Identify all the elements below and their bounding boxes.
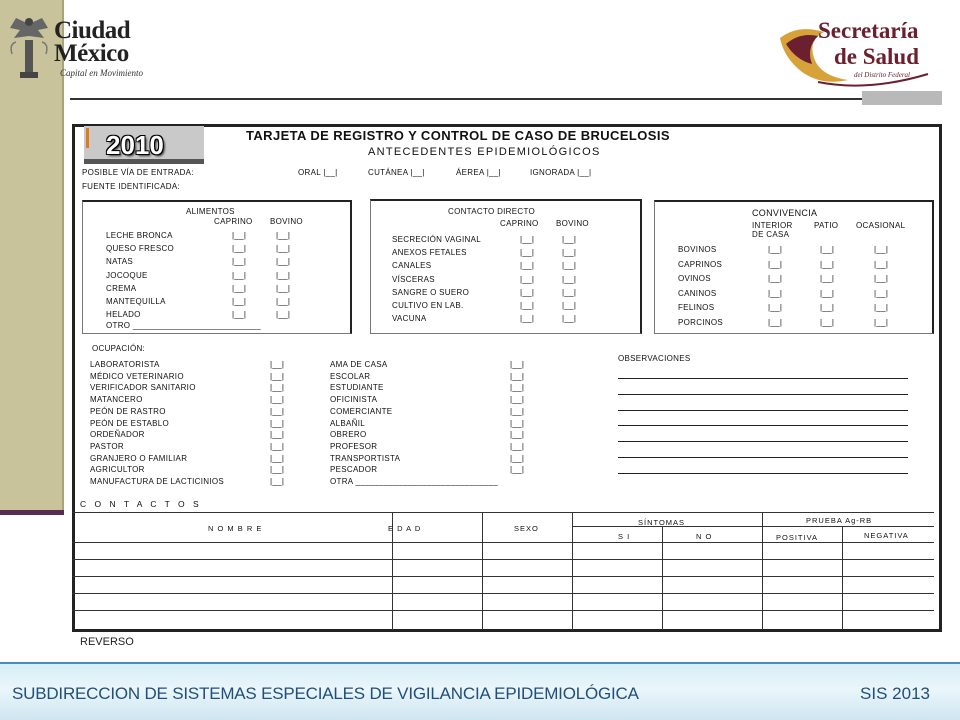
alimentos-row-label: HELADO: [106, 310, 141, 320]
alimentos-row-label: LECHE BRONCA: [106, 231, 173, 240]
reverso-label: REVERSO: [80, 636, 134, 648]
convivencia-col-ocasional: OCASIONAL: [856, 221, 906, 230]
col-si: S I: [618, 532, 631, 541]
ocupacion-right-label: OTRA ______________________________: [330, 477, 498, 486]
alimentos-checkbox-bovino[interactable]: |__|: [276, 310, 291, 320]
convivencia-checkbox-ocasional[interactable]: |__|: [874, 303, 889, 313]
alimentos-other: OTRO ___________________________: [106, 321, 262, 330]
ocupacion-right-label: OBRERO: [330, 430, 367, 440]
convivencia-checkbox-interior[interactable]: |__|: [768, 259, 783, 269]
alimentos-row-label: NATAS: [106, 257, 133, 267]
ocupacion-left-label: GRANJERO O FAMILIAR: [90, 453, 188, 463]
ocupacion-left-label: LABORATORISTA: [90, 360, 160, 369]
convivencia-checkbox-ocasional[interactable]: |__|: [874, 288, 889, 298]
ocupacion-left-label: ORDEÑADOR: [90, 430, 145, 440]
contacto-checkbox-caprino[interactable]: |__|: [520, 274, 535, 284]
convivencia-checkbox-ocasional[interactable]: |__|: [874, 259, 889, 269]
form-title: TARJETA DE REGISTRO Y CONTROL DE CASO DE BRUCELOSIS: [246, 128, 670, 143]
ocupacion-right-label: COMERCIANTE: [330, 406, 393, 416]
contactos-title: C O N T A C T O S: [80, 499, 202, 509]
ocupacion-left-label: PEÓN DE ESTABLO: [90, 418, 170, 428]
logo-cdmx-line1: Ciudad: [54, 17, 131, 44]
alimentos-row-label: QUESO FRESCO: [106, 244, 175, 254]
entry-option-aerea[interactable]: ÁEREA |__|: [456, 168, 501, 177]
grid-line: [762, 512, 763, 630]
contactos-table: [72, 512, 934, 630]
contacto-col-caprino: CAPRINO: [500, 219, 539, 228]
contacto-checkbox-caprino[interactable]: |__|: [520, 261, 535, 271]
ocupacion-left-label: PASTOR: [90, 441, 124, 451]
ocupacion-right-label: OFICINISTA: [330, 395, 378, 405]
ocupacion-right-checkbox[interactable]: |__|: [510, 360, 525, 369]
ocupacion-right-checkbox[interactable]: |__|: [510, 406, 525, 416]
footer-bar: [0, 662, 960, 720]
entry-option-oral[interactable]: ORAL |__|: [298, 168, 338, 177]
ocupacion-left-checkbox[interactable]: |__|: [270, 395, 285, 405]
convivencia-checkbox-patio[interactable]: |__|: [820, 303, 835, 313]
convivencia-row-label: BOVINOS: [678, 245, 717, 254]
contacto-checkbox-bovino[interactable]: |__|: [562, 261, 577, 271]
convivencia-checkbox-ocasional[interactable]: |__|: [874, 274, 889, 284]
logo-cdmx-line2: México: [54, 40, 129, 67]
year-badge: [84, 126, 204, 164]
contacto-row-label: VACUNA: [392, 314, 427, 324]
col-nombre: N O M B R E: [208, 524, 263, 533]
alimentos-checkbox-caprino[interactable]: |__|: [232, 231, 247, 240]
ocupacion-right-checkbox[interactable]: |__|: [510, 465, 525, 475]
ocupacion-left-checkbox[interactable]: |__|: [270, 430, 285, 440]
col-prueba: PRUEBA Ag-RB: [806, 516, 873, 525]
ocupacion-right-checkbox[interactable]: |__|: [510, 395, 525, 405]
alimentos-col-caprino: CAPRINO: [214, 217, 253, 226]
contacto-checkbox-bovino[interactable]: |__|: [562, 274, 577, 284]
grid-line: [72, 512, 934, 513]
ocupacion-left-checkbox[interactable]: |__|: [270, 441, 285, 451]
ocupacion-title: OCUPACIÓN:: [92, 344, 146, 353]
alimentos-checkbox-bovino[interactable]: |__|: [276, 270, 291, 280]
contacto-row-label: CANALES: [392, 261, 432, 271]
alimentos-row-label: JOCOQUE: [106, 270, 148, 280]
contacto-row-label: CULTIVO EN LAB.: [392, 301, 464, 310]
logo-salud-line2: de Salud: [834, 44, 920, 69]
convivencia-checkbox-interior[interactable]: |__|: [768, 288, 783, 298]
observaciones-line[interactable]: [618, 378, 908, 379]
convivencia-row-label: PORCINOS: [678, 318, 724, 327]
contacto-row-label: SANGRE O SUERO: [392, 287, 470, 297]
contacto-row-label: ANEXOS FETALES: [392, 248, 467, 258]
ocupacion-right-checkbox[interactable]: |__|: [510, 383, 525, 393]
source-label: FUENTE IDENTIFICADA:: [82, 182, 181, 191]
footer-text: SUBDIRECCION DE SISTEMAS ESPECIALES DE VIGILANCIA EPIDEMIOLÓGICA: [12, 684, 639, 703]
convivencia-checkbox-ocasional[interactable]: |__|: [874, 245, 889, 254]
contacto-checkbox-bovino[interactable]: |__|: [562, 235, 577, 244]
contacto-checkbox-caprino[interactable]: |__|: [520, 301, 535, 310]
ocupacion-left-checkbox[interactable]: |__|: [270, 418, 285, 428]
convivencia-title: CONVIVENCIA: [752, 208, 818, 218]
col-sexo: SEXO: [514, 524, 539, 533]
convivencia-checkbox-ocasional[interactable]: |__|: [874, 318, 889, 327]
contacto-checkbox-bovino[interactable]: |__|: [562, 301, 577, 310]
alimentos-checkbox-caprino[interactable]: |__|: [232, 244, 247, 254]
ocupacion-left-checkbox[interactable]: |__|: [270, 465, 285, 475]
ocupacion-left-checkbox[interactable]: |__|: [270, 383, 285, 393]
grid-line: [72, 542, 934, 543]
entry-option-cutanea[interactable]: CUTÁNEA |__|: [368, 168, 425, 177]
convivencia-checkbox-patio[interactable]: |__|: [820, 245, 835, 254]
grid-line: [572, 526, 934, 527]
observaciones-line[interactable]: [618, 441, 908, 442]
ocupacion-right-label: AMA DE CASA: [330, 360, 388, 369]
observaciones-title: OBSERVACIONES: [618, 354, 691, 363]
grid-line: [72, 576, 934, 577]
alimentos-checkbox-caprino[interactable]: |__|: [232, 283, 247, 293]
alimentos-checkbox-bovino[interactable]: |__|: [276, 257, 291, 267]
header-rule: [70, 98, 940, 100]
ocupacion-left-label: MATANCERO: [90, 395, 143, 405]
footer-code: SIS 2013: [860, 684, 930, 703]
ocupacion-left-checkbox[interactable]: |__|: [270, 406, 285, 416]
alimentos-checkbox-caprino[interactable]: |__|: [232, 270, 247, 280]
logo-cdmx-tagline: Capital en Movimiento: [60, 68, 143, 78]
convivencia-checkbox-interior[interactable]: |__|: [768, 274, 783, 284]
ocupacion-right-label: ESCOLAR: [330, 371, 371, 381]
convivencia-row-label: CAPRINOS: [678, 259, 723, 269]
convivencia-row-label: OVINOS: [678, 274, 711, 284]
ocupacion-left-checkbox[interactable]: |__|: [270, 371, 285, 381]
alimentos-checkbox-bovino[interactable]: |__|: [276, 231, 291, 240]
alimentos-row-label: CREMA: [106, 283, 137, 293]
contacto-checkbox-caprino[interactable]: |__|: [520, 248, 535, 258]
ocupacion-right-label: TRANSPORTISTA: [330, 453, 401, 463]
contacto-checkbox-caprino[interactable]: |__|: [520, 314, 535, 324]
contacto-checkbox-caprino[interactable]: |__|: [520, 235, 535, 244]
alimentos-checkbox-bovino[interactable]: |__|: [276, 297, 291, 306]
convivencia-row-label: CANINOS: [678, 288, 717, 298]
contacto-checkbox-caprino[interactable]: |__|: [520, 287, 535, 297]
ciudad-de-mexico-logo: [2, 10, 162, 85]
convivencia-checkbox-interior[interactable]: |__|: [768, 303, 783, 313]
observaciones-line[interactable]: [618, 394, 908, 395]
convivencia-checkbox-patio[interactable]: |__|: [820, 274, 835, 284]
ocupacion-right-label: ESTUDIANTE: [330, 383, 384, 393]
alimentos-checkbox-caprino[interactable]: |__|: [232, 257, 247, 267]
alimentos-title: ALIMENTOS: [186, 207, 235, 216]
convivencia-checkbox-patio[interactable]: |__|: [820, 288, 835, 298]
ocupacion-right-label: PROFESOR: [330, 441, 378, 451]
left-sidebar-cap: [0, 510, 64, 515]
grid-line: [662, 526, 663, 630]
convivencia-col-interior: INTERIOR DE CASA: [752, 221, 793, 239]
angel-emblem-icon: [6, 14, 52, 80]
ocupacion-right-checkbox[interactable]: |__|: [510, 371, 525, 381]
contacto-col-bovino: BOVINO: [556, 219, 589, 228]
ocupacion-right-checkbox[interactable]: |__|: [510, 430, 525, 440]
grid-line: [72, 593, 934, 594]
ocupacion-right-checkbox[interactable]: |__|: [510, 453, 525, 463]
grid-line: [72, 610, 934, 611]
observaciones-line[interactable]: [618, 473, 908, 474]
ocupacion-right-label: PESCADOR: [330, 465, 378, 475]
grid-line: [482, 512, 483, 630]
contacto-row-label: VÍSCERAS: [392, 274, 435, 284]
observaciones-line[interactable]: [618, 425, 908, 426]
observaciones-line[interactable]: [618, 410, 908, 411]
convivencia-row-label: FELINOS: [678, 303, 715, 313]
year-accent: [86, 128, 89, 148]
contacto-checkbox-bovino[interactable]: |__|: [562, 287, 577, 297]
observaciones-line[interactable]: [618, 457, 908, 458]
entry-label: POSIBLE VÍA DE ENTRADA:: [82, 168, 194, 177]
header-gray-block: [862, 91, 942, 105]
convivencia-col-patio: PATIO: [814, 221, 839, 230]
grid-line: [842, 526, 843, 630]
alimentos-checkbox-caprino[interactable]: |__|: [232, 297, 247, 306]
ocupacion-left-checkbox[interactable]: |__|: [270, 360, 285, 369]
contacto-title: CONTACTO DIRECTO: [448, 207, 536, 216]
ocupacion-left-checkbox[interactable]: |__|: [270, 453, 285, 463]
ocupacion-right-checkbox[interactable]: |__|: [510, 418, 525, 428]
ocupacion-left-label: VERIFICADOR SANITARIO: [90, 383, 196, 393]
secretaria-de-salud-logo: [778, 14, 948, 94]
year-label: 2010: [106, 130, 164, 160]
contacto-row-label: SECRECIÓN VAGINAL: [392, 235, 481, 244]
alimentos-checkbox-bovino[interactable]: |__|: [276, 283, 291, 293]
logo-salud-line1: Secretaría: [818, 18, 919, 43]
col-positiva: POSITIVA: [776, 533, 819, 542]
col-negativa: NEGATIVA: [864, 531, 909, 540]
col-edad: E D A D: [388, 524, 422, 533]
logo-salud-tagline: del Distrito Federal: [854, 71, 910, 79]
ocupacion-right-checkbox[interactable]: |__|: [510, 441, 525, 451]
grid-line: [72, 559, 934, 560]
alimentos-checkbox-bovino[interactable]: |__|: [276, 244, 291, 254]
ocupacion-left-label: MANUFACTURA DE LACTICINIOS: [90, 477, 225, 486]
grid-line: [572, 512, 573, 630]
entry-option-ignorada[interactable]: IGNORADA |__|: [530, 168, 592, 177]
contacto-checkbox-bovino[interactable]: |__|: [562, 248, 577, 258]
alimentos-col-bovino: BOVINO: [270, 217, 303, 226]
col-no: N O: [696, 532, 713, 541]
alimentos-row-label: MANTEQUILLA: [106, 297, 166, 306]
ocupacion-right-label: ALBAÑIL: [330, 418, 366, 428]
form-subtitle: ANTECEDENTES EPIDEMIOLÓGICOS: [368, 146, 601, 158]
alimentos-checkbox-caprino[interactable]: |__|: [232, 310, 247, 320]
convivencia-checkbox-patio[interactable]: |__|: [820, 318, 835, 327]
convivencia-checkbox-interior[interactable]: |__|: [768, 318, 783, 327]
ocupacion-left-label: MÉDICO VETERINARIO: [90, 371, 184, 381]
ocupacion-left-checkbox[interactable]: |__|: [270, 477, 285, 486]
ocupacion-left-label: AGRICULTOR: [90, 465, 145, 475]
convivencia-checkbox-interior[interactable]: |__|: [768, 245, 783, 254]
convivencia-checkbox-patio[interactable]: |__|: [820, 259, 835, 269]
contacto-checkbox-bovino[interactable]: |__|: [562, 314, 577, 324]
col-sintomas: SÍNTOMAS: [638, 518, 686, 527]
ocupacion-left-label: PEÓN DE RASTRO: [90, 406, 166, 416]
